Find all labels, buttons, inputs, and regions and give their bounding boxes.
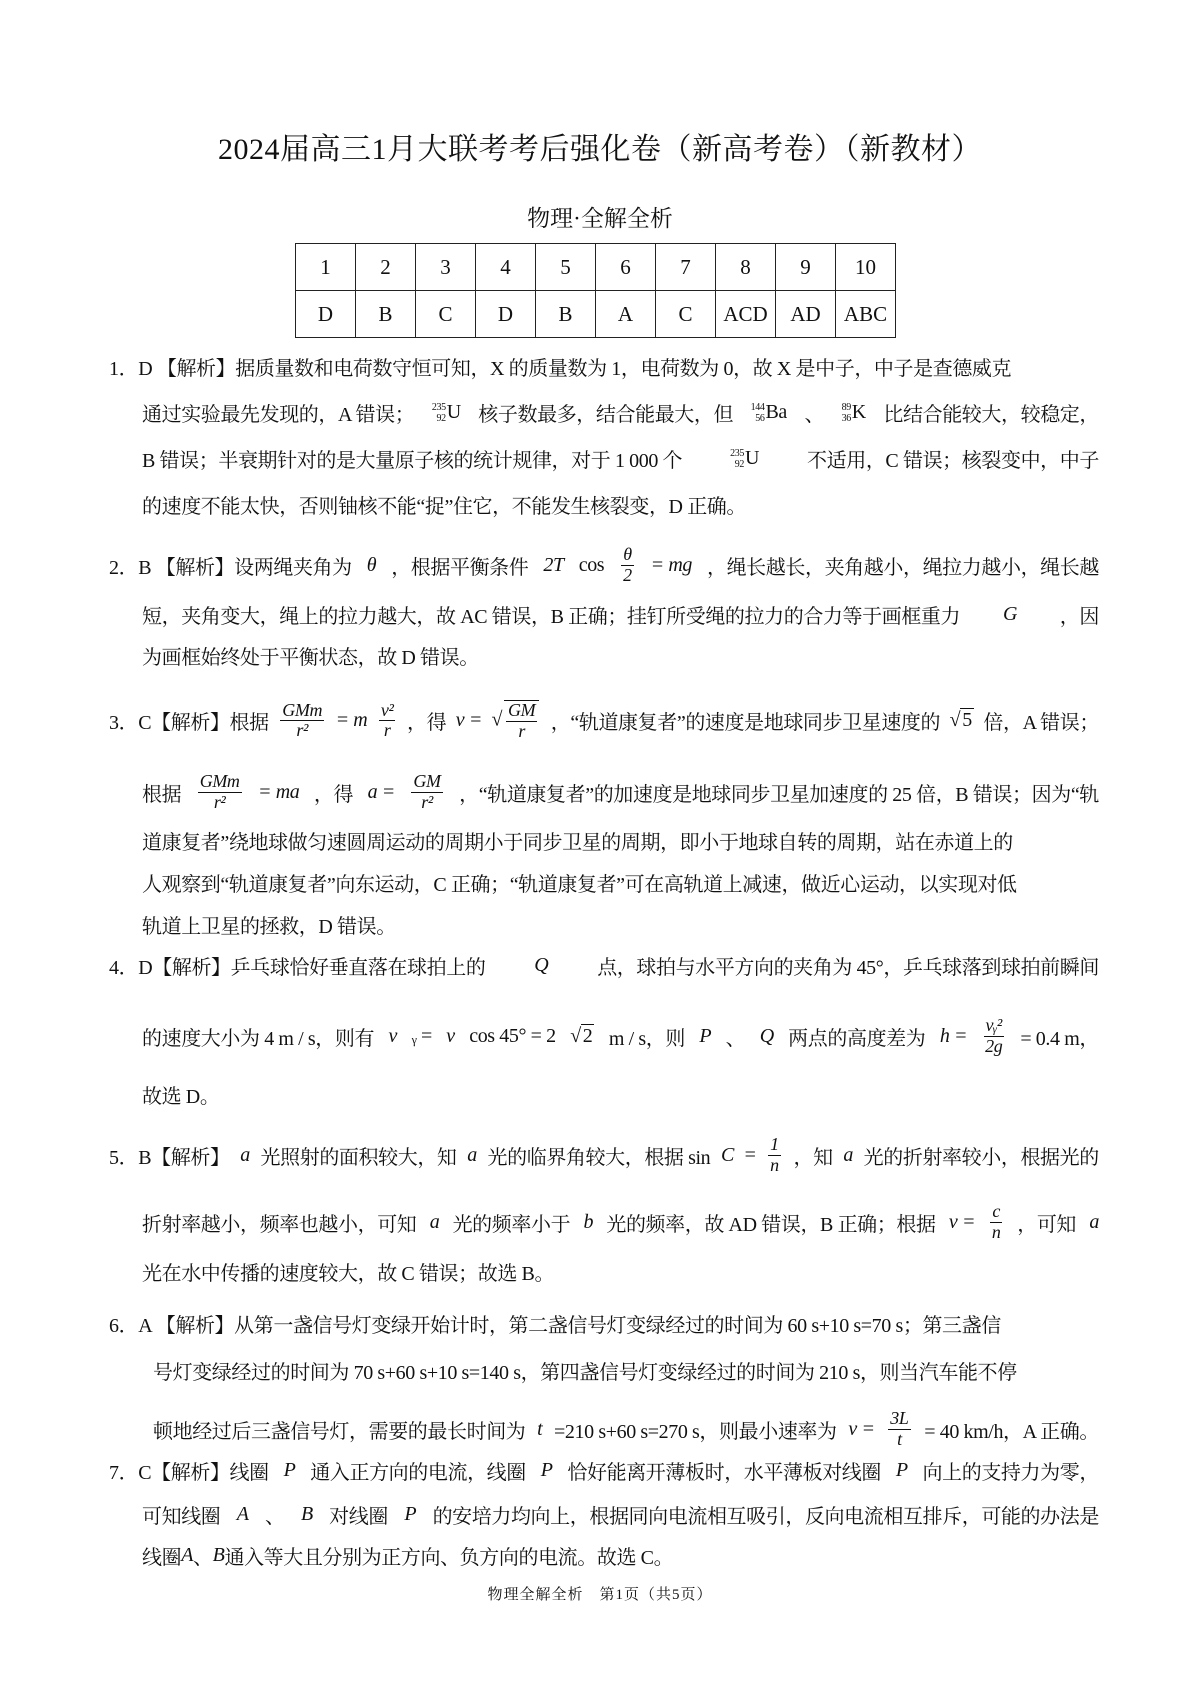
math-symbol: A — [236, 1503, 249, 1525]
text-line — [109, 951, 1099, 980]
text-run: 4．D【解析】乒乓球恰好垂直落在球拍上的 — [109, 957, 486, 979]
isotope-numbers — [751, 402, 765, 424]
isotope — [842, 401, 866, 424]
text-line — [109, 352, 1099, 381]
isotope — [751, 401, 787, 424]
answer-cell: D — [296, 291, 356, 338]
fraction-denominator: r — [518, 720, 525, 741]
text-run: 恰好能离开薄板时，水平薄板对线圈 — [567, 1462, 881, 1484]
text-run: 的安培力均向上，根据同向电流相互吸引，反向电流相互排斥，可能的办法是 — [432, 1506, 1099, 1528]
fraction-denominator: n — [991, 1221, 1001, 1242]
question-number-cell: 4 — [476, 244, 536, 291]
math-symbol: b — [583, 1210, 594, 1233]
text-line — [142, 600, 1099, 629]
math-fraction — [504, 700, 539, 742]
element-symbol: K — [851, 401, 866, 423]
text-run: ，得 — [407, 712, 447, 735]
text-run: ，得 — [313, 783, 354, 806]
text-line — [142, 1202, 1099, 1243]
fraction-numerator: GMm — [282, 699, 323, 720]
question-number-cell: 8 — [716, 244, 776, 291]
mass-number: 235 — [431, 401, 446, 413]
text-run: 通入等大且分别为正方向、负方向的电流。故选 C。 — [224, 1547, 674, 1569]
fraction-denominator: r² — [296, 720, 308, 741]
text-run: 故选 D。 — [142, 1086, 220, 1108]
text-line — [142, 826, 1099, 855]
math-symbol: B — [300, 1503, 313, 1525]
text-run: 顿地经过后三盏信号灯，需要的最长时间为 — [153, 1420, 526, 1443]
mass-number: 144 — [750, 401, 765, 413]
text-run: cos — [578, 553, 605, 576]
math-symbol: Q — [759, 1024, 774, 1047]
answer-table-answers-row — [296, 291, 896, 338]
page-footer: 物理全解全析 第1页（共5页） — [487, 1587, 713, 1603]
math-symbol: P — [283, 1459, 296, 1481]
text-run: 点，球拍与水平方向的夹角为 45°，乒乓球落到球拍前瞬间 — [597, 957, 1099, 979]
text-run: ，因 — [1059, 606, 1099, 628]
text-run: 、 — [264, 1506, 285, 1528]
answer-table-numbers-row — [296, 244, 896, 291]
text-run: 的速度大小为 4 m / s，则有 — [142, 1027, 375, 1050]
text-line — [142, 910, 1099, 939]
text-line — [109, 1309, 1099, 1338]
text-run: = 40 km/h，A 正确。 — [924, 1420, 1099, 1443]
math-symbol: a — [467, 1143, 477, 1166]
text-run: 为画框始终处于平衡状态，故 D 错误。 — [142, 647, 479, 669]
math-symbol: G — [1002, 603, 1017, 625]
text-line — [142, 1016, 1099, 1057]
radical-sign: √ — [949, 709, 961, 732]
text-run: B 错误；半衰期针对的是大量原子核的统计规律，对于 1 000 个 — [142, 450, 683, 472]
answer-cell: ACD — [716, 291, 776, 338]
text-run: 不适用，C 错误；核裂变中，中子 — [807, 450, 1099, 472]
math-sqrt — [491, 700, 541, 742]
text-run: 6．A 【解析】从第一盏信号灯变绿开始计时，第二盏信号灯变绿经过的时间为 60 s+10 s=70 s；第三盏信 — [109, 1315, 1001, 1337]
text-line — [142, 1500, 1099, 1529]
text-run: 5．B【解析】 — [109, 1146, 230, 1169]
fraction-numerator: v² — [380, 699, 394, 720]
text-run: ，绳长越长，夹角越小，绳拉力越小，绳长越 — [706, 556, 1099, 579]
fraction-denominator: r — [383, 720, 391, 741]
atomic-number: 56 — [755, 412, 765, 424]
text-run: 2．B 【解析】设两绳夹角为 — [109, 556, 352, 579]
math-symbol: B — [212, 1544, 225, 1566]
math-symbol: = ma — [258, 780, 300, 803]
math-symbol: a = — [367, 780, 395, 803]
text-run: 倍，A 错误； — [983, 712, 1099, 735]
fraction-denominator: 2 — [623, 564, 632, 585]
text-run: =210 s+60 s=270 s，则最小速率为 — [554, 1420, 837, 1443]
math-symbol: a — [429, 1210, 440, 1233]
text-line — [142, 398, 1099, 427]
math-fraction — [198, 772, 242, 813]
math-symbol: P — [699, 1024, 712, 1047]
math-symbol: Q — [534, 954, 549, 976]
text-run: ，知 — [793, 1146, 833, 1169]
question-number-cell: 5 — [536, 244, 596, 291]
isotope-numbers — [842, 402, 851, 424]
math-symbol: v — [388, 1024, 398, 1047]
text-line — [142, 1541, 1099, 1570]
text-line — [142, 1080, 1099, 1109]
math-sqrt — [950, 709, 974, 732]
question-number-cell: 2 — [356, 244, 416, 291]
text-line — [153, 1356, 1099, 1385]
math-fraction — [411, 772, 442, 813]
text-run: 线圈 — [142, 1547, 182, 1569]
math-symbol: v = — [848, 1417, 875, 1440]
answer-cell: B — [536, 291, 596, 338]
text-line — [142, 772, 1099, 813]
answer-cell: D — [476, 291, 536, 338]
math-symbol: C — [720, 1143, 734, 1166]
atomic-number: 36 — [841, 412, 851, 424]
math-fraction — [280, 701, 324, 742]
question-number-cell: 9 — [776, 244, 836, 291]
math-symbol: P — [404, 1503, 417, 1525]
fraction-denominator: t — [897, 1428, 902, 1449]
mass-number: 235 — [730, 447, 744, 459]
text-line — [109, 545, 1099, 586]
atomic-number: 92 — [734, 458, 744, 470]
text-run: 的速度不能太快，否则铀核不能“捉”住它，不能发生核裂变，D 正确。 — [142, 496, 746, 518]
text-line — [109, 1135, 1099, 1176]
isotope — [432, 401, 461, 424]
fraction-numerator: c — [992, 1201, 1000, 1221]
mass-number: 89 — [841, 401, 851, 413]
math-symbol: a — [240, 1143, 250, 1166]
radicand: 2 — [582, 1024, 593, 1047]
answer-cell: A — [596, 291, 656, 338]
text-line — [142, 641, 1099, 670]
text-run: 3．C【解析】根据 — [109, 712, 269, 735]
text-run: 通过实验最先发现的，A 错误； — [142, 404, 415, 426]
isotope-numbers — [730, 448, 744, 470]
text-run: m / s，则 — [608, 1027, 685, 1050]
text-run: 光的频率，故 AD 错误，B 正确；根据 — [606, 1213, 936, 1236]
math-symbol: = mg — [650, 553, 692, 576]
fraction-numerator: vᵧ² — [985, 1015, 1002, 1035]
math-sqrt — [570, 1025, 594, 1048]
text-line — [142, 490, 1099, 519]
text-run: 比结合能较大，较稳定， — [883, 404, 1099, 426]
text-run: 光的折射率较小，根据光的 — [863, 1146, 1099, 1169]
atomic-number: 92 — [436, 412, 446, 424]
fraction-numerator: GMm — [199, 771, 240, 791]
fraction-numerator: GM — [413, 771, 441, 791]
text-run: ，“轨道康复者”的加速度是地球同步卫星加速度的 25 倍，B 错误；因为“轨 — [459, 783, 1099, 806]
text-run: 光的临界角较大，根据 sin — [487, 1146, 711, 1169]
text-run: ，根据平衡条件 — [391, 556, 529, 579]
text-run: 7．C【解析】线圈 — [109, 1462, 269, 1484]
text-line — [153, 1409, 1099, 1450]
text-run: 通入正方向的电流，线圈 — [310, 1462, 526, 1484]
text-run: 根据 — [142, 783, 182, 806]
text-line — [142, 868, 1099, 897]
question-number-cell: 1 — [296, 244, 356, 291]
radical-sign: √ — [491, 708, 503, 731]
element-symbol: U — [446, 401, 461, 423]
text-run: 人观察到“轨道康复者”向东运动，C 正确；“轨道康复者”可在高轨道上减速，做近心运动，以实现对低 — [142, 874, 1017, 896]
fraction-denominator: n — [770, 1154, 779, 1175]
math-symbol: 2T — [543, 553, 564, 576]
question-number-cell: 10 — [836, 244, 896, 291]
text-run: 对线圈 — [329, 1506, 388, 1528]
text-run: ，可知 — [1017, 1213, 1077, 1236]
math-symbol: θ — [366, 553, 377, 576]
isotope — [730, 447, 759, 470]
math-fraction — [379, 701, 396, 742]
math-fraction — [888, 1409, 910, 1450]
math-symbol: v = — [455, 709, 482, 732]
document-subtitle: 物理·全解全析 — [527, 206, 673, 231]
text-run: cos 45° = 2 — [469, 1024, 556, 1047]
math-symbol: P — [895, 1459, 908, 1481]
isotope-numbers — [432, 402, 446, 424]
answer-table — [295, 243, 896, 338]
fraction-numerator: 3L — [890, 1408, 909, 1428]
math-symbol: v = — [948, 1210, 976, 1233]
math-symbol: A — [181, 1544, 194, 1566]
text-run: 、 — [193, 1547, 213, 1569]
text-run: 、 — [725, 1027, 746, 1050]
math-symbol: P — [540, 1459, 553, 1481]
text-run: 、 — [804, 404, 825, 426]
text-run: 轨道上卫星的拯救，D 错误。 — [142, 916, 396, 938]
text-run: 光在水中传播的速度较大，故 C 错误；故选 B。 — [142, 1263, 555, 1285]
text-run: 向上的支持力为零， — [922, 1462, 1099, 1484]
question-number-cell: 6 — [596, 244, 656, 291]
fraction-numerator: GM — [508, 700, 536, 720]
answer-cell: AD — [776, 291, 836, 338]
question-number-cell: 7 — [656, 244, 716, 291]
fraction-numerator: 1 — [770, 1134, 779, 1154]
radicand: 5 — [962, 709, 972, 732]
math-symbol: h = — [939, 1024, 968, 1047]
element-symbol: Ba — [765, 401, 787, 423]
text-run: 核子数最多，结合能最大，但 — [478, 404, 734, 426]
text-run: 号灯变绿经过的时间为 70 s+60 s+10 s=140 s，第四盏信号灯变绿经过的时间为 210 s，则当汽车能不停 — [153, 1362, 1017, 1384]
text-line — [142, 1257, 1099, 1286]
math-symbol: t — [537, 1417, 543, 1440]
text-line — [109, 1456, 1099, 1485]
answer-cell: C — [416, 291, 476, 338]
math-symbol: a — [843, 1143, 853, 1166]
fraction-denominator: r² — [213, 791, 226, 812]
math-symbol: v — [446, 1024, 455, 1047]
math-fraction — [984, 1016, 1004, 1057]
text-run: 两点的高度差为 — [788, 1027, 926, 1050]
math-fraction — [621, 545, 633, 586]
fraction-numerator: θ — [623, 544, 632, 564]
text-run: 1．D 【解析】据质量数和电荷数守恒可知，X 的质量数为 1，电荷数为 0，故 X 是中子，中子是查德威克 — [109, 358, 1012, 380]
fraction-denominator: 2g — [985, 1035, 1003, 1056]
answer-cell: ABC — [836, 291, 896, 338]
answer-cell: B — [356, 291, 416, 338]
radical-sign: √ — [570, 1024, 581, 1047]
text-line — [109, 700, 1099, 742]
element-symbol: U — [744, 447, 760, 469]
text-run: 道康复者”绕地球做匀速圆周运动的周期小于同步卫星的周期，即小于地球自转的周期，站在赤道上的 — [142, 832, 1013, 854]
answer-cell: C — [656, 291, 716, 338]
math-fraction — [990, 1202, 1002, 1243]
text-run: = — [744, 1143, 756, 1166]
text-run: 可知线圈 — [142, 1506, 221, 1528]
text-run: ᵧ = — [411, 1024, 432, 1047]
question-number-cell: 3 — [416, 244, 476, 291]
fraction-denominator: r² — [421, 791, 433, 812]
text-run: 短，夹角变大，绳上的拉力越大，故 AC 错误，B 正确；挂钉所受绳的拉力的合力等于画框重力 — [142, 606, 961, 628]
document-title: 2024届高三1月大联考考后强化卷（新高考卷）（新教材） — [218, 133, 982, 166]
text-run: ，“轨道康复者”的速度是地球同步卫星速度的 — [550, 712, 941, 735]
math-fraction — [768, 1135, 781, 1176]
text-run: = 0.4 m， — [1020, 1027, 1099, 1050]
text-run: 光的频率小于 — [452, 1213, 571, 1236]
text-line — [142, 444, 1099, 473]
text-run: 折射率越小，频率也越小，可知 — [142, 1213, 417, 1236]
text-run: 光照射的面积较大，知 — [260, 1146, 457, 1169]
math-symbol: = m — [335, 709, 368, 732]
math-symbol: a — [1089, 1210, 1099, 1233]
